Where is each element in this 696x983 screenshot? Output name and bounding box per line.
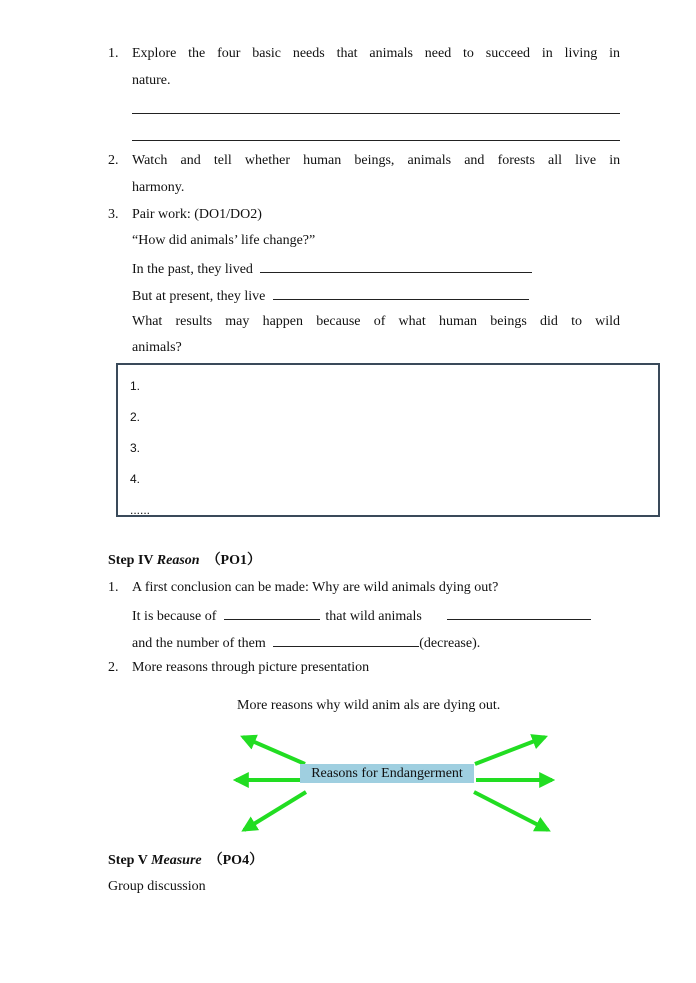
- step4-item1-line3: and the number of them (decrease).: [132, 633, 480, 653]
- arrow-upper-right: [475, 737, 545, 764]
- q3-pair-work: Pair work: (DO1/DO2): [132, 207, 262, 222]
- q2-text-line2: harmony.: [132, 180, 185, 195]
- box-item-3: 3.: [130, 441, 141, 455]
- box-item-4: 4.: [130, 472, 141, 486]
- diagram-title: More reasons why wild anim als are dying out.: [237, 698, 501, 713]
- box-item-2: 2.: [130, 410, 141, 424]
- step4-item2-text: More reasons through picture presentation: [132, 660, 370, 675]
- q3-results-line1: What results may happen because of what human beings did to wild: [132, 314, 621, 329]
- step4-heading: Step IV Reason （PO1）: [108, 553, 262, 568]
- step5-heading: Step V Measure （PO4）: [108, 853, 264, 868]
- arrow-lower-left: [244, 792, 306, 830]
- diagram-center-label: Reasons for Endangerment: [300, 764, 474, 783]
- q3-question: “How did animals’ life change?”: [132, 233, 316, 248]
- q3-past-line: In the past, they lived: [132, 259, 532, 279]
- q1-text-line1: Explore the four basic needs that animals need to succeed in living in: [132, 46, 620, 61]
- q2-number: 2.: [108, 153, 119, 168]
- step4-item1-line2: It is because of that wild animals: [132, 606, 591, 626]
- q1-number: 1.: [108, 46, 119, 61]
- step5-text: Group discussion: [108, 879, 206, 894]
- step4-item2-number: 2.: [108, 660, 119, 675]
- arrow-upper-left: [243, 737, 305, 764]
- box-item-1: 1.: [130, 379, 141, 393]
- q2-text-line1: Watch and tell whether human beings, animals and forests all live in: [132, 153, 621, 168]
- q3-present-line: But at present, they live: [132, 286, 529, 306]
- q3-number: 3.: [108, 207, 119, 222]
- step4-item1-text: A first conclusion can be made: Why are wild animals dying out?: [132, 580, 499, 595]
- box-item-more: ......: [130, 503, 151, 517]
- q1-text-line2: nature.: [132, 73, 171, 88]
- step4-item1-number: 1.: [108, 580, 119, 595]
- q3-results-line2: animals?: [132, 340, 182, 355]
- arrow-lower-right: [474, 792, 548, 830]
